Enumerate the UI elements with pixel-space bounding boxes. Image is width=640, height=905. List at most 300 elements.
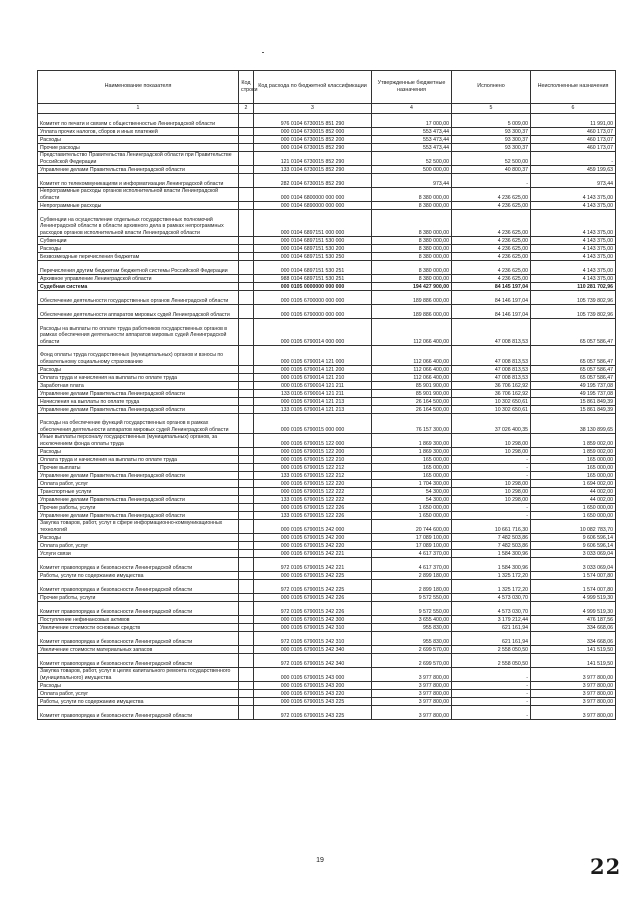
row-name-cell: Транспортные услуги: [38, 488, 239, 496]
expense-code-cell: 000 0105 6790015 122 000: [254, 434, 372, 448]
row-name-cell: Управление делами Правительства Ленинградской области: [38, 496, 239, 504]
approved-cell: 553 473,44: [372, 136, 452, 144]
row-name-cell: Прочие работы, услуги: [38, 504, 239, 512]
row-name-cell: Уплата прочих налогов, сборов и иных платежей: [38, 128, 239, 136]
row-code-cell: [239, 261, 254, 275]
row-name-cell: Непрограммные расходы органов исполнительной власти Ленинградской области: [38, 188, 239, 202]
unexecuted-cell: 4 999 519,30: [531, 602, 616, 616]
row-code-cell: [239, 202, 254, 210]
unexecuted-cell: 44 002,00: [531, 488, 616, 496]
table-row: [38, 464, 616, 472]
row-name-cell: Фонд оплаты труда государственных (муниципальных) органов и взносы по обязательному социальному страхованию: [38, 346, 239, 366]
expense-code-cell: 000 0105 6790015 242 340: [254, 646, 372, 654]
approved-cell: 1 650 000,00: [372, 512, 452, 520]
approved-cell: 165 000,00: [372, 456, 452, 464]
table-row: [38, 390, 616, 398]
table-row: [38, 504, 616, 512]
table-row: [38, 414, 616, 434]
row-code-cell: [239, 668, 254, 682]
row-name-cell: Поступление нефинансовых активов: [38, 616, 239, 624]
approved-cell: 9 572 550,00: [372, 602, 452, 616]
approved-cell: 54 300,00: [372, 488, 452, 496]
header-unexecuted: Неисполненные назначения: [531, 71, 616, 104]
row-name-cell: Безвозмездные перечисления бюджетам: [38, 253, 239, 261]
executed-cell: 10 298,00: [452, 448, 531, 456]
unexecuted-cell: 44 002,00: [531, 496, 616, 504]
unexecuted-cell: 105 739 802,96: [531, 291, 616, 305]
unexecuted-cell: 4 143 375,00: [531, 210, 616, 237]
unexecuted-cell: 105 739 802,96: [531, 305, 616, 319]
expense-code-cell: 000 0105 6790014 000 000: [254, 319, 372, 346]
table-row: [38, 305, 616, 319]
header-expense-code: Код расхода по бюджетной классификации: [254, 71, 372, 104]
table-row: [38, 594, 616, 602]
row-name-cell: Расходы на выплаты по оплате труда работников государственных органов в рамках обеспечения деятельности аппаратов мировых судей Ленинградской области: [38, 319, 239, 346]
unexecuted-cell: 1 574 007,80: [531, 580, 616, 594]
table-row: [38, 646, 616, 654]
expense-code-cell: 000 0105 6790015 242 221: [254, 550, 372, 558]
unexecuted-cell: 476 187,56: [531, 616, 616, 624]
approved-cell: 3 977 800,00: [372, 682, 452, 690]
table-row: [38, 654, 616, 668]
table-row: [38, 261, 616, 275]
executed-cell: 37 026 400,35: [452, 414, 531, 434]
approved-cell: 112 066 400,00: [372, 346, 452, 366]
executed-cell: 621 161,94: [452, 624, 531, 632]
table-row: [38, 202, 616, 210]
approved-cell: 8 380 000,00: [372, 188, 452, 202]
row-name-cell: Расходы: [38, 245, 239, 253]
row-name-cell: Расходы: [38, 448, 239, 456]
approved-cell: 165 000,00: [372, 472, 452, 480]
approved-cell: 8 380 000,00: [372, 261, 452, 275]
row-code-cell: [239, 237, 254, 245]
row-code-cell: [239, 188, 254, 202]
row-name-cell: Комитет правопорядка и безопасности Ленинградской области: [38, 706, 239, 720]
row-name-cell: Расходы: [38, 366, 239, 374]
executed-cell: 52 500,00: [452, 152, 531, 166]
approved-cell: 9 572 550,00: [372, 594, 452, 602]
executed-cell: 93 300,37: [452, 144, 531, 152]
row-name-cell: Услуги связи: [38, 550, 239, 558]
table-row: [38, 448, 616, 456]
expense-code-cell: 000 0105 6790015 122 210: [254, 456, 372, 464]
table-row: [38, 346, 616, 366]
executed-cell: 10 302 650,61: [452, 406, 531, 414]
approved-cell: 85 901 900,00: [372, 382, 452, 390]
row-code-cell: [239, 253, 254, 261]
table-row: [38, 434, 616, 448]
unexecuted-cell: 165 000,00: [531, 472, 616, 480]
unexecuted-cell: 65 057 586,47: [531, 366, 616, 374]
approved-cell: 973,44: [372, 174, 452, 188]
table-row: [38, 520, 616, 534]
row-name-cell: Комитет правопорядка и безопасности Ленинградской области: [38, 602, 239, 616]
row-code-cell: [239, 558, 254, 572]
executed-cell: 4 573 030,70: [452, 594, 531, 602]
row-code-cell: [239, 456, 254, 464]
unexecuted-cell: 49 195 737,08: [531, 382, 616, 390]
table-row: [38, 480, 616, 488]
row-code-cell: [239, 245, 254, 253]
row-code-cell: [239, 210, 254, 237]
unexecuted-cell: 459 199,63: [531, 166, 616, 174]
unexecuted-cell: 141 519,50: [531, 654, 616, 668]
executed-cell: -: [452, 512, 531, 520]
row-name-cell: Оплата работ, услуг: [38, 542, 239, 550]
executed-cell: -: [452, 504, 531, 512]
executed-cell: 10 298,00: [452, 480, 531, 488]
executed-cell: -: [452, 174, 531, 188]
unexecuted-cell: 11 991,00: [531, 114, 616, 128]
executed-cell: 3 179 212,44: [452, 616, 531, 624]
expense-code-cell: 121 0104 6730015 852 290: [254, 152, 372, 166]
unexecuted-cell: 65 057 586,47: [531, 374, 616, 382]
table-row: [38, 253, 616, 261]
executed-cell: 4 573 030,70: [452, 602, 531, 616]
row-code-cell: [239, 534, 254, 542]
expense-code-cell: 000 0104 6730015 852 290: [254, 144, 372, 152]
row-name-cell: Управление делами Правительства Ленинградской области: [38, 512, 239, 520]
expense-code-cell: 000 0104 6730015 852 000: [254, 128, 372, 136]
expense-code-cell: 000 0105 6790014 121 000: [254, 346, 372, 366]
row-name-cell: Работы, услуги по содержанию имущества: [38, 698, 239, 706]
approved-cell: 4 617 370,00: [372, 550, 452, 558]
approved-cell: 1 704 300,00: [372, 480, 452, 488]
unexecuted-cell: 4 143 375,00: [531, 275, 616, 283]
expense-code-cell: 000 0105 6790000 000 000: [254, 305, 372, 319]
table-row: [38, 542, 616, 550]
row-name-cell: Непрограммные расходы: [38, 202, 239, 210]
table-row: [38, 580, 616, 594]
table-row: [38, 382, 616, 390]
row-code-cell: [239, 542, 254, 550]
executed-cell: 47 008 813,53: [452, 319, 531, 346]
approved-cell: 8 380 000,00: [372, 210, 452, 237]
row-code-cell: [239, 448, 254, 456]
table-row: [38, 174, 616, 188]
row-name-cell: Прочие работы, услуги: [38, 594, 239, 602]
row-name-cell: Заработная плата: [38, 382, 239, 390]
table-row: [38, 366, 616, 374]
row-name-cell: Прочие расходы: [38, 144, 239, 152]
expense-code-cell: 000 0104 6897151 530 000: [254, 237, 372, 245]
executed-cell: 4 236 625,00: [452, 202, 531, 210]
page-number: 19: [316, 857, 324, 864]
unexecuted-cell: 334 668,06: [531, 624, 616, 632]
row-name-cell: Прочие выплаты: [38, 464, 239, 472]
row-name-cell: Управление делами Правительства Ленинградской области: [38, 472, 239, 480]
executed-cell: 4 236 625,00: [452, 261, 531, 275]
approved-cell: 500 000,00: [372, 166, 452, 174]
unexecuted-cell: 4 143 375,00: [531, 245, 616, 253]
row-name-cell: Расходы: [38, 136, 239, 144]
table-row: [38, 166, 616, 174]
expense-code-cell: 972 0105 6790015 242 221: [254, 558, 372, 572]
header-executed: Исполнено: [452, 71, 531, 104]
expense-code-cell: 976 0104 6730015 851 290: [254, 114, 372, 128]
expense-code-cell: 000 0105 6790014 121 210: [254, 374, 372, 382]
row-name-cell: Оплата работ, услуг: [38, 480, 239, 488]
row-code-cell: [239, 488, 254, 496]
expense-code-cell: 000 0105 6790014 121 200: [254, 366, 372, 374]
expense-code-cell: 000 0105 6790015 242 300: [254, 616, 372, 624]
unexecuted-cell: 141 519,50: [531, 646, 616, 654]
unexecuted-cell: 460 173,07: [531, 144, 616, 152]
budget-table: [37, 70, 616, 720]
table-row: [38, 275, 616, 283]
row-code-cell: [239, 136, 254, 144]
row-code-cell: [239, 366, 254, 374]
approved-cell: 189 886 000,00: [372, 291, 452, 305]
unexecuted-cell: 38 130 899,65: [531, 414, 616, 434]
expense-code-cell: 000 0105 0000000 000 000: [254, 283, 372, 291]
executed-cell: 5 009,00: [452, 114, 531, 128]
approved-cell: 1 650 000,00: [372, 504, 452, 512]
budget-execution-sheet: [37, 70, 615, 720]
row-code-cell: [239, 390, 254, 398]
row-name-cell: Комитет правопорядка и безопасности Ленинградской области: [38, 558, 239, 572]
expense-code-cell: 000 0105 6790015 243 220: [254, 690, 372, 698]
table-row: [38, 144, 616, 152]
executed-cell: 7 482 503,86: [452, 542, 531, 550]
unexecuted-cell: 65 057 586,47: [531, 319, 616, 346]
row-name-cell: Субвенции на осуществление отдельных государственных полномочий Ленинградской области в области архивного дела в рамках непрограммных расходов органов исполнительной власти Ленинградской области: [38, 210, 239, 237]
row-code-cell: [239, 174, 254, 188]
table-row: [38, 602, 616, 616]
table-row: [38, 128, 616, 136]
executed-cell: 2 558 050,50: [452, 654, 531, 668]
approved-cell: 4 617 370,00: [372, 558, 452, 572]
row-name-cell: Комитет по телекоммуникациям и информатизации Ленинградской области: [38, 174, 239, 188]
executed-cell: 93 300,37: [452, 128, 531, 136]
approved-cell: 3 977 800,00: [372, 690, 452, 698]
row-name-cell: Комитет правопорядка и безопасности Ленинградской области: [38, 632, 239, 646]
row-name-cell: Расходы: [38, 682, 239, 690]
row-name-cell: Обеспечение деятельности государственных органов Ленинградской области: [38, 291, 239, 305]
unexecuted-cell: 1 859 002,00: [531, 448, 616, 456]
table-row: [38, 512, 616, 520]
table-row: [38, 237, 616, 245]
approved-cell: 553 473,44: [372, 128, 452, 136]
approved-cell: 2 699 570,00: [372, 654, 452, 668]
executed-cell: 4 236 625,00: [452, 245, 531, 253]
table-row: [38, 456, 616, 464]
unexecuted-cell: 3 033 069,04: [531, 550, 616, 558]
executed-cell: 40 800,37: [452, 166, 531, 174]
column-index: 3: [254, 104, 372, 114]
header-row-code: Код строки: [239, 71, 254, 104]
table-row: [38, 406, 616, 414]
expense-code-cell: 972 0105 6790015 243 225: [254, 706, 372, 720]
executed-cell: 93 300,37: [452, 136, 531, 144]
approved-cell: 3 977 800,00: [372, 698, 452, 706]
row-code-cell: [239, 690, 254, 698]
executed-cell: 10 302 650,61: [452, 398, 531, 406]
table-row: [38, 283, 616, 291]
table-row: [38, 558, 616, 572]
executed-cell: 1 325 172,20: [452, 580, 531, 594]
approved-cell: 3 977 800,00: [372, 706, 452, 720]
row-code-cell: [239, 698, 254, 706]
executed-cell: 621 161,94: [452, 632, 531, 646]
table-row: [38, 698, 616, 706]
row-name-cell: Комитет правопорядка и безопасности Ленинградской области: [38, 654, 239, 668]
expense-code-cell: 133 0104 6730015 852 290: [254, 166, 372, 174]
approved-cell: 17 089 100,00: [372, 542, 452, 550]
unexecuted-cell: 3 977 800,00: [531, 706, 616, 720]
unexecuted-cell: 3 977 800,00: [531, 698, 616, 706]
row-code-cell: [239, 512, 254, 520]
unexecuted-cell: 110 281 702,96: [531, 283, 616, 291]
row-code-cell: [239, 464, 254, 472]
approved-cell: 17 000,00: [372, 114, 452, 128]
table-row: [38, 682, 616, 690]
expense-code-cell: 000 0104 6897151 530 251: [254, 261, 372, 275]
unexecuted-cell: 973,44: [531, 174, 616, 188]
table-row: [38, 245, 616, 253]
row-code-cell: [239, 166, 254, 174]
expense-code-cell: 000 0105 6790015 122 226: [254, 504, 372, 512]
row-code-cell: [239, 520, 254, 534]
approved-cell: 112 066 400,00: [372, 319, 452, 346]
row-code-cell: [239, 382, 254, 390]
expense-code-cell: 133 0105 6790015 122 226: [254, 512, 372, 520]
table-header-row: [38, 71, 616, 104]
approved-cell: 3 655 400,00: [372, 616, 452, 624]
expense-code-cell: 972 0105 6790015 242 226: [254, 602, 372, 616]
row-name-cell: Расходы на обеспечение функций государственных органов в рамках обеспечения деятельности аппаратов мировых судей Ленинградской области: [38, 414, 239, 434]
unexecuted-cell: 10 082 783,70: [531, 520, 616, 534]
approved-cell: 2 899 180,00: [372, 580, 452, 594]
expense-code-cell: 000 0105 6790015 242 226: [254, 594, 372, 602]
table-row: [38, 210, 616, 237]
row-name-cell: Архивное управление Ленинградской области: [38, 275, 239, 283]
executed-cell: 36 706 162,92: [452, 382, 531, 390]
row-name-cell: Представительство Правительства Ленинградской области при Правительстве Российской Федерации: [38, 152, 239, 166]
row-code-cell: [239, 646, 254, 654]
row-name-cell: Оплата труда и начисления на выплаты по оплате труда: [38, 456, 239, 464]
row-code-cell: [239, 128, 254, 136]
table-row: [38, 291, 616, 305]
row-code-cell: [239, 682, 254, 690]
executed-cell: -: [452, 668, 531, 682]
row-code-cell: [239, 472, 254, 480]
row-code-cell: [239, 305, 254, 319]
expense-code-cell: 000 0105 6790015 122 222: [254, 488, 372, 496]
executed-cell: -: [452, 706, 531, 720]
row-name-cell: Перечисления другим бюджетам бюджетной системы Российской Федерации: [38, 261, 239, 275]
unexecuted-cell: 334 668,06: [531, 632, 616, 646]
approved-cell: 2 699 570,00: [372, 646, 452, 654]
row-code-cell: [239, 283, 254, 291]
unexecuted-cell: 3 033 069,04: [531, 558, 616, 572]
row-code-cell: [239, 580, 254, 594]
expense-code-cell: 000 0104 6897151 000 000: [254, 210, 372, 237]
row-name-cell: Начисления на выплаты по оплате труда: [38, 398, 239, 406]
executed-cell: 84 145 197,04: [452, 283, 531, 291]
column-index: 6: [531, 104, 616, 114]
unexecuted-cell: 4 999 519,30: [531, 594, 616, 602]
expense-code-cell: 000 0104 6890000 000 000: [254, 202, 372, 210]
executed-cell: 84 146 197,04: [452, 305, 531, 319]
executed-cell: 4 236 625,00: [452, 188, 531, 202]
table-row: [38, 616, 616, 624]
unexecuted-cell: 1 694 002,00: [531, 480, 616, 488]
approved-cell: 8 380 000,00: [372, 245, 452, 253]
executed-cell: 4 236 625,00: [452, 237, 531, 245]
header-approved: Утвержденные бюджетные назначения: [372, 71, 452, 104]
expense-code-cell: 000 0105 6790015 000 000: [254, 414, 372, 434]
row-name-cell: Увеличение стоимости основных средств: [38, 624, 239, 632]
row-code-cell: [239, 144, 254, 152]
executed-cell: 2 558 050,50: [452, 646, 531, 654]
row-code-cell: [239, 398, 254, 406]
table-row: [38, 690, 616, 698]
approved-cell: 194 427 900,00: [372, 283, 452, 291]
row-name-cell: Управление делами Правительства Ленинградской области: [38, 390, 239, 398]
executed-cell: 47 008 813,53: [452, 374, 531, 382]
unexecuted-cell: 65 057 586,47: [531, 346, 616, 366]
expense-code-cell: 000 0105 6790015 242 000: [254, 520, 372, 534]
row-name-cell: Комитет правопорядка и безопасности Ленинградской области: [38, 580, 239, 594]
row-name-cell: Комитет по печати и связям с общественностью Ленинградской области: [38, 114, 239, 128]
table-row: [38, 319, 616, 346]
expense-code-cell: 000 0105 6790015 243 000: [254, 668, 372, 682]
executed-cell: 10 298,00: [452, 488, 531, 496]
unexecuted-cell: 49 195 737,08: [531, 390, 616, 398]
column-index: 5: [452, 104, 531, 114]
unexecuted-cell: 165 000,00: [531, 456, 616, 464]
executed-cell: 1 584 300,96: [452, 550, 531, 558]
unexecuted-cell: 15 861 849,39: [531, 406, 616, 414]
expense-code-cell: 000 0105 6790015 242 220: [254, 542, 372, 550]
approved-cell: 955 830,00: [372, 632, 452, 646]
expense-code-cell: 000 0105 6790014 121 213: [254, 398, 372, 406]
expense-code-cell: 000 0104 6800000 000 000: [254, 188, 372, 202]
approved-cell: 17 089 100,00: [372, 534, 452, 542]
table-row: [38, 398, 616, 406]
executed-cell: -: [452, 472, 531, 480]
expense-code-cell: 988 0104 6897151 530 251: [254, 275, 372, 283]
executed-cell: 84 146 197,04: [452, 291, 531, 305]
expense-code-cell: 000 0105 6790015 122 220: [254, 480, 372, 488]
approved-cell: 3 977 800,00: [372, 668, 452, 682]
row-name-cell: Закупка товаров, работ, услуг в целях капитального ремонта государственного (муниципального) имущества: [38, 668, 239, 682]
row-code-cell: [239, 496, 254, 504]
table-row: [38, 624, 616, 632]
approved-cell: 20 744 600,00: [372, 520, 452, 534]
approved-cell: 2 899 180,00: [372, 572, 452, 580]
table-row: [38, 472, 616, 480]
expense-code-cell: 972 0105 6790015 242 225: [254, 580, 372, 594]
row-name-cell: Оплата работ, услуг: [38, 690, 239, 698]
approved-cell: 8 380 000,00: [372, 275, 452, 283]
handwritten-page-mark: 22: [590, 854, 622, 879]
executed-cell: 10 298,00: [452, 496, 531, 504]
row-code-cell: [239, 654, 254, 668]
unexecuted-cell: 460 173,07: [531, 128, 616, 136]
row-code-cell: [239, 291, 254, 305]
row-code-cell: [239, 434, 254, 448]
row-code-cell: [239, 624, 254, 632]
expense-code-cell: 000 0104 6897151 530 200: [254, 245, 372, 253]
unexecuted-cell: 3 977 800,00: [531, 668, 616, 682]
approved-cell: 8 380 000,00: [372, 237, 452, 245]
unexecuted-cell: 9 606 596,14: [531, 534, 616, 542]
table-row: [38, 114, 616, 128]
row-name-cell: Расходы: [38, 534, 239, 542]
